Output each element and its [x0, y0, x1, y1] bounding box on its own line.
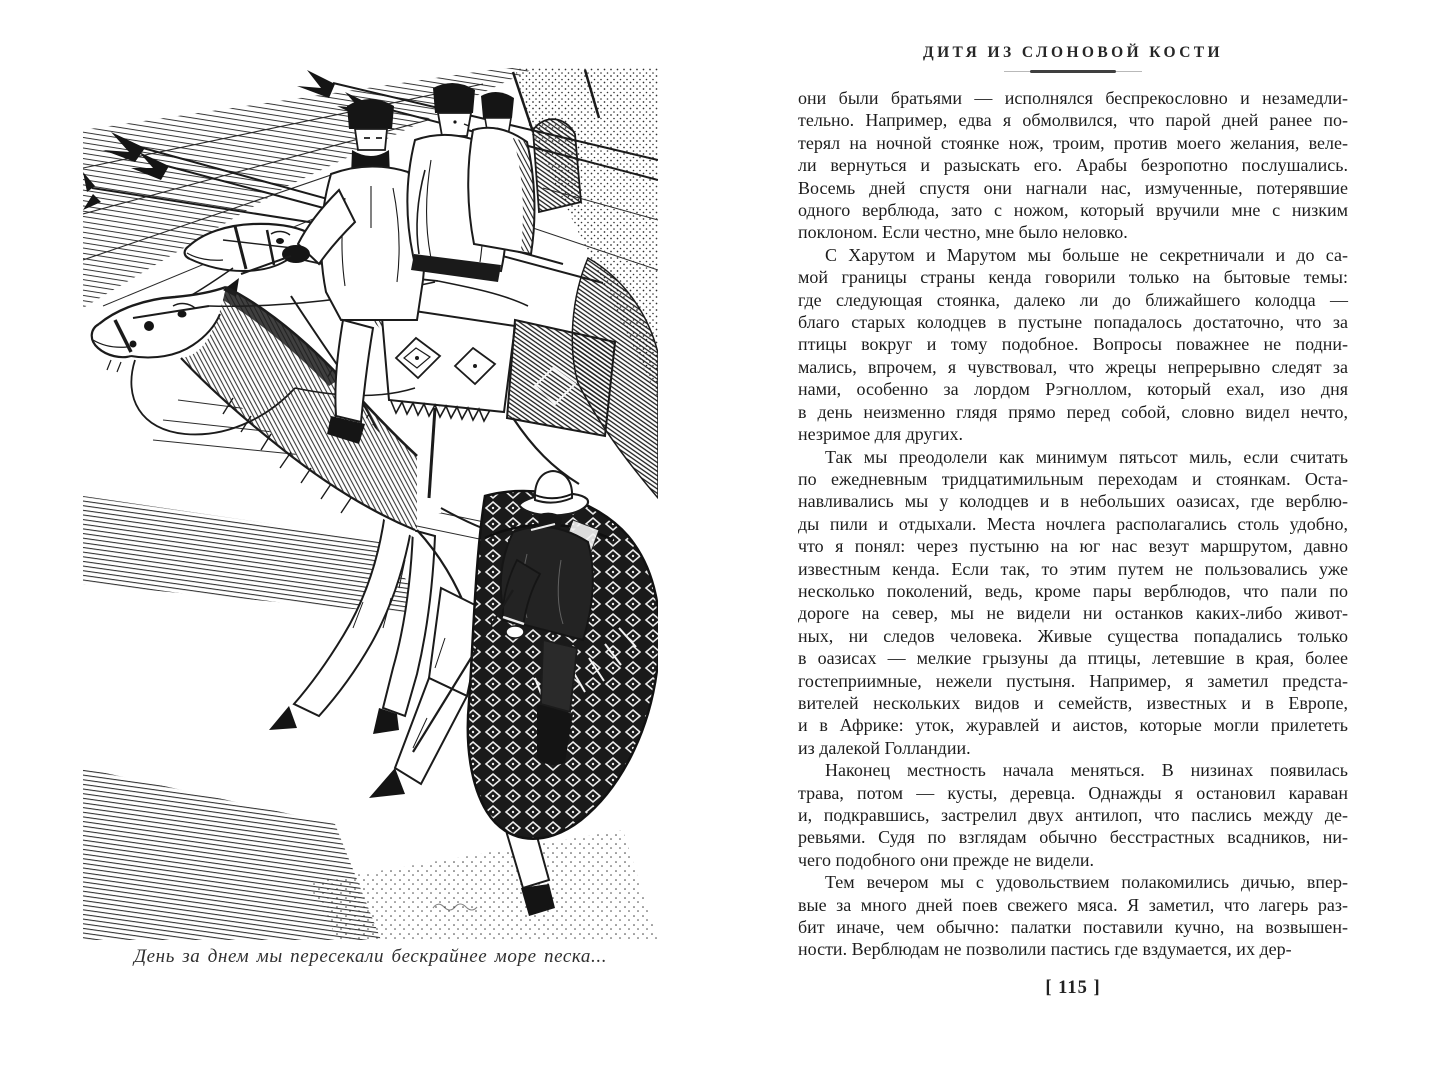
- text-line: навливались мы у колодцев и в небольших оазисах, где верблю-: [798, 491, 1348, 512]
- divider-thick-segment: [1030, 70, 1116, 73]
- text-line: что я понял: через пустыню на юг нас везут маршрутом, давно: [798, 536, 1348, 557]
- text-line: трава, потом — кусты, деревца. Однажды я остановил караван: [798, 782, 1348, 803]
- text-line: Восемь дней спустя они нагнали нас, измученные, потерявшие: [798, 177, 1348, 198]
- text-line: поклоном. Если честно, мне было неловко.: [798, 222, 1128, 243]
- text-line: дороге на север, мы не видели ни останков каких-либо живот-: [798, 603, 1348, 624]
- text-line: одного верблюда, зато с ножом, который вручили мне с низким: [798, 200, 1348, 221]
- text-line: где следующая стоянка, далеко ли до ближайшего колодца —: [798, 289, 1348, 310]
- text-line: ревьями. Судя по взглядам обычно бесстрастных всадников, ни-: [798, 827, 1348, 848]
- text-line: благо старых колодцев в пустыне попадалось достаточно, что за: [798, 312, 1348, 333]
- running-header: ДИТЯ ИЗ СЛОНОВОЙ КОСТИ: [923, 44, 1223, 61]
- text-line: вые за много дней поев свежего мяса. Я заметил, что лагерь раз-: [798, 894, 1348, 915]
- text-line: птицы вокруг и тому подобное. Вопросы поважнее не подни-: [798, 334, 1348, 355]
- text-line: ды пили и отдыхали. Места ночлега располагались столь удобно,: [798, 513, 1348, 534]
- camel-caravan-illustration: [83, 68, 658, 940]
- text-line: нами, особенно за лордом Рэгноллом, который ехал, изо дня: [798, 379, 1348, 400]
- text-line: мой границы страны кенда говорили только на бытовые темы:: [798, 267, 1348, 288]
- text-line: в оазисах — мелкие грызуны да птицы, летевшие в края, более: [798, 648, 1348, 669]
- text-line: бит иначе, чем обычно: палатки поставили кучно, на возвышен-: [798, 917, 1348, 938]
- text-line: чего подобного они прежде не видели.: [798, 849, 1094, 870]
- text-line: Так мы преодолели как минимум пятьсот миль, если считать: [825, 446, 1348, 467]
- text-line: мались, впрочем, я чувствовал, что жрецы непрерывно следят за: [798, 356, 1348, 377]
- text-line: ли вернуться и разыскать его. Арабы безропотно послушались.: [798, 155, 1348, 176]
- text-line: тельно. Например, едва я обмолвился, что парой дней ранее по-: [798, 110, 1348, 131]
- header-divider: [1004, 69, 1142, 74]
- illustration-caption: День за днем мы пересекали бескрайнее море песка...: [133, 946, 608, 967]
- text-line: незримое для других.: [798, 424, 964, 445]
- text-line: Тем вечером мы с удовольствием полакомились дичью, впер-: [825, 872, 1348, 893]
- text-line: известным кенда. Если так, то этим путем не пользовались уже: [798, 558, 1348, 579]
- text-line: несколько поколений, ведь, кроме пары верблюдов, что пали по: [798, 580, 1348, 601]
- text-line: вителей нескольких видов и семейств, известных и в Европе,: [798, 692, 1348, 713]
- page-number: [ 115 ]: [1045, 977, 1101, 998]
- text-line: ности. Верблюдам не позволили пастись где вздумается, их дер-: [798, 939, 1292, 960]
- text-line: по ежедневным тридцатимильным переходам и стоянкам. Оста-: [798, 468, 1348, 489]
- text-line: и в Африке: уток, журавлей и аистов, которые могли прилететь: [798, 715, 1348, 736]
- body-text: [798, 87, 1348, 961]
- camel-caravan-drawing: [83, 68, 658, 940]
- text-line: терял на ночной стоянке нож, троим, против моего желания, веле-: [798, 132, 1348, 153]
- text-line: Наконец местность начала меняться. В низинах появилась: [825, 760, 1348, 781]
- text-line: ных, ни следов человека. Живые существа попадались только: [798, 625, 1348, 646]
- text-line: гостеприимные, нежели пустыня. Например, я заметил предста-: [798, 670, 1348, 691]
- text-line: из далекой Голландии.: [798, 737, 971, 758]
- text-line: и, подкравшись, застрелил двух антилоп, что паслись между де-: [798, 805, 1348, 825]
- text-page: [798, 44, 1348, 999]
- text-line: в день неизменно глядя прямо перед собой, словно видел нечто,: [798, 401, 1348, 422]
- text-line: С Харутом и Марутом мы больше не секретничали и до са-: [825, 244, 1348, 265]
- text-line: они были братьями — исполнялся беспрекословно и незамедли-: [798, 88, 1348, 108]
